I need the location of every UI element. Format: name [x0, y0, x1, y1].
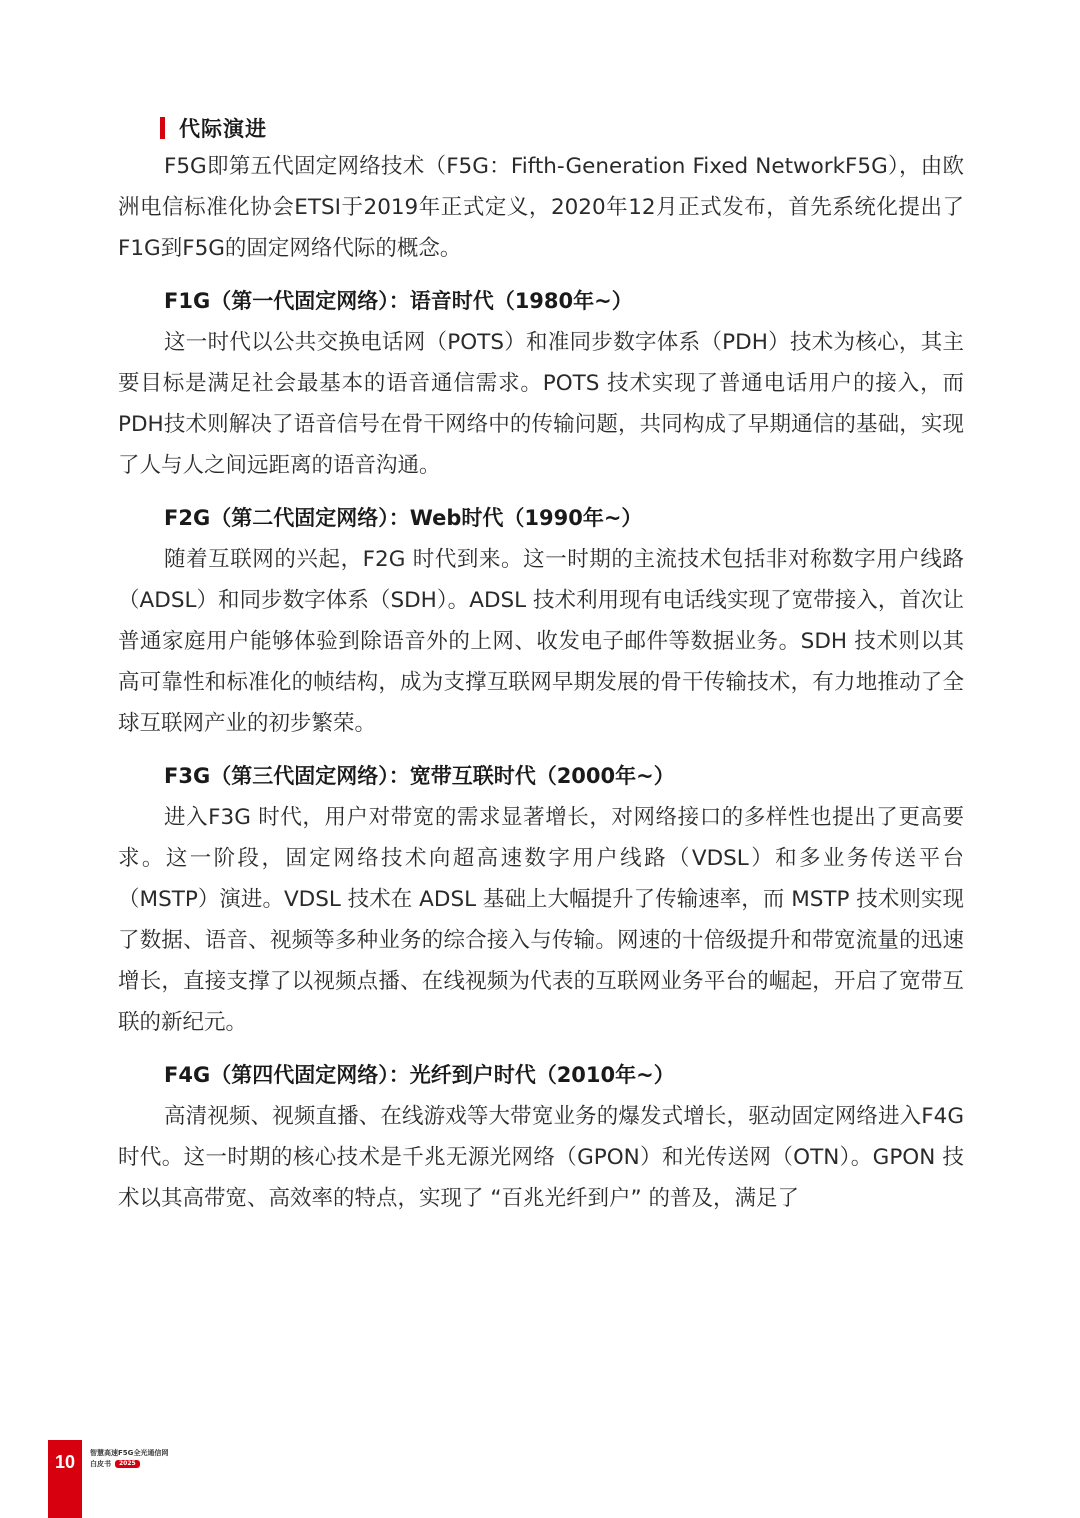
era-heading-f4g: F4G（第四代固定网络）：光纤到户时代（2010年~） — [164, 1063, 675, 1087]
era-heading-f1g: F1G（第一代固定网络）：语音时代（1980年~） — [164, 289, 633, 313]
era-paragraph-f4g: 高清视频、视频直播、在线游戏等大带宽业务的爆发式增长，驱动固定网络进入F4G 时代。这一时期的核心技术是千兆无源光网络（GPON）和光传送网（OTN）。GPON 技术以其高带宽、高效率的特点，实现了 “百兆光纤到户” 的普及，满足了 — [118, 1104, 964, 1211]
footer-title: 智慧高速F5G全光通信网 — [90, 1449, 169, 1457]
era-heading-f2g: F2G（第二代固定网络）：Web时代（1990年~） — [164, 506, 643, 530]
section-title: 代际演进 — [179, 117, 267, 141]
footer-subtitle: 白皮书 — [90, 1460, 111, 1468]
article-body — [118, 146, 964, 1219]
page-footer — [0, 1440, 240, 1518]
footer-caption — [90, 1448, 168, 1470]
era-paragraph-f3g: 进入F3G 时代，用户对带宽的需求显著增长，对网络接口的多样性也提出了更高要求。这一阶段，固定网络技术向超高速数字用户线路（VDSL）和多业务传送平台（MSTP）演进。VDSL 技术在 ADSL 基础上大幅提升了传输速率，而 MSTP 技术则实现了数据、语音、视频等多种业务的综合接入与传输。网速的十倍级提升和带宽流量的迅速增长，直接支撑了以视频点播、在线视频为代表的互联网业务平台的崛起，开启了宽带互联的新纪元。 — [118, 805, 964, 1035]
footer-subtitle-row — [90, 1459, 168, 1470]
era-paragraph-f2g: 随着互联网的兴起，F2G 时代到来。这一时期的主流技术包括非对称数字用户线路（ADSL）和同步数字体系（SDH）。ADSL 技术利用现有电话线实现了宽带接入，首次让普通家庭用户能够体验到除语音外的上网、收发电子邮件等数据业务。SDH 技术则以其高可靠性和标准化的帧结构，成为支撑互联网早期发展的骨干传输技术，有力地推动了全球互联网产业的初步繁荣。 — [118, 547, 964, 736]
section-marker-bar — [160, 117, 165, 139]
footer-year-badge: 2025 — [115, 1460, 140, 1468]
page-number-tab — [48, 1440, 82, 1518]
page-number: 10 — [54, 1452, 76, 1472]
era-paragraph-f1g: 这一时代以公共交换电话网（POTS）和准同步数字体系（PDH）技术为核心，其主要目标是满足社会最基本的语音通信需求。POTS 技术实现了普通电话用户的接入，而PDH技术则解决了语音信号在骨干网络中的传输问题，共同构成了早期通信的基础，实现了人与人之间远距离的语音沟通。 — [118, 330, 964, 478]
intro-paragraph: F5G即第五代固定网络技术（F5G：Fifth-Generation Fixed NetworkF5G），由欧洲电信标准化协会ETSI于2019年正式定义，2020年12月正式发布，首先系统化提出了F1G到F5G的固定网络代际的概念。 — [118, 154, 964, 261]
section-heading — [160, 112, 267, 144]
era-heading-f3g: F3G（第三代固定网络）：宽带互联时代（2000年~） — [164, 764, 675, 788]
